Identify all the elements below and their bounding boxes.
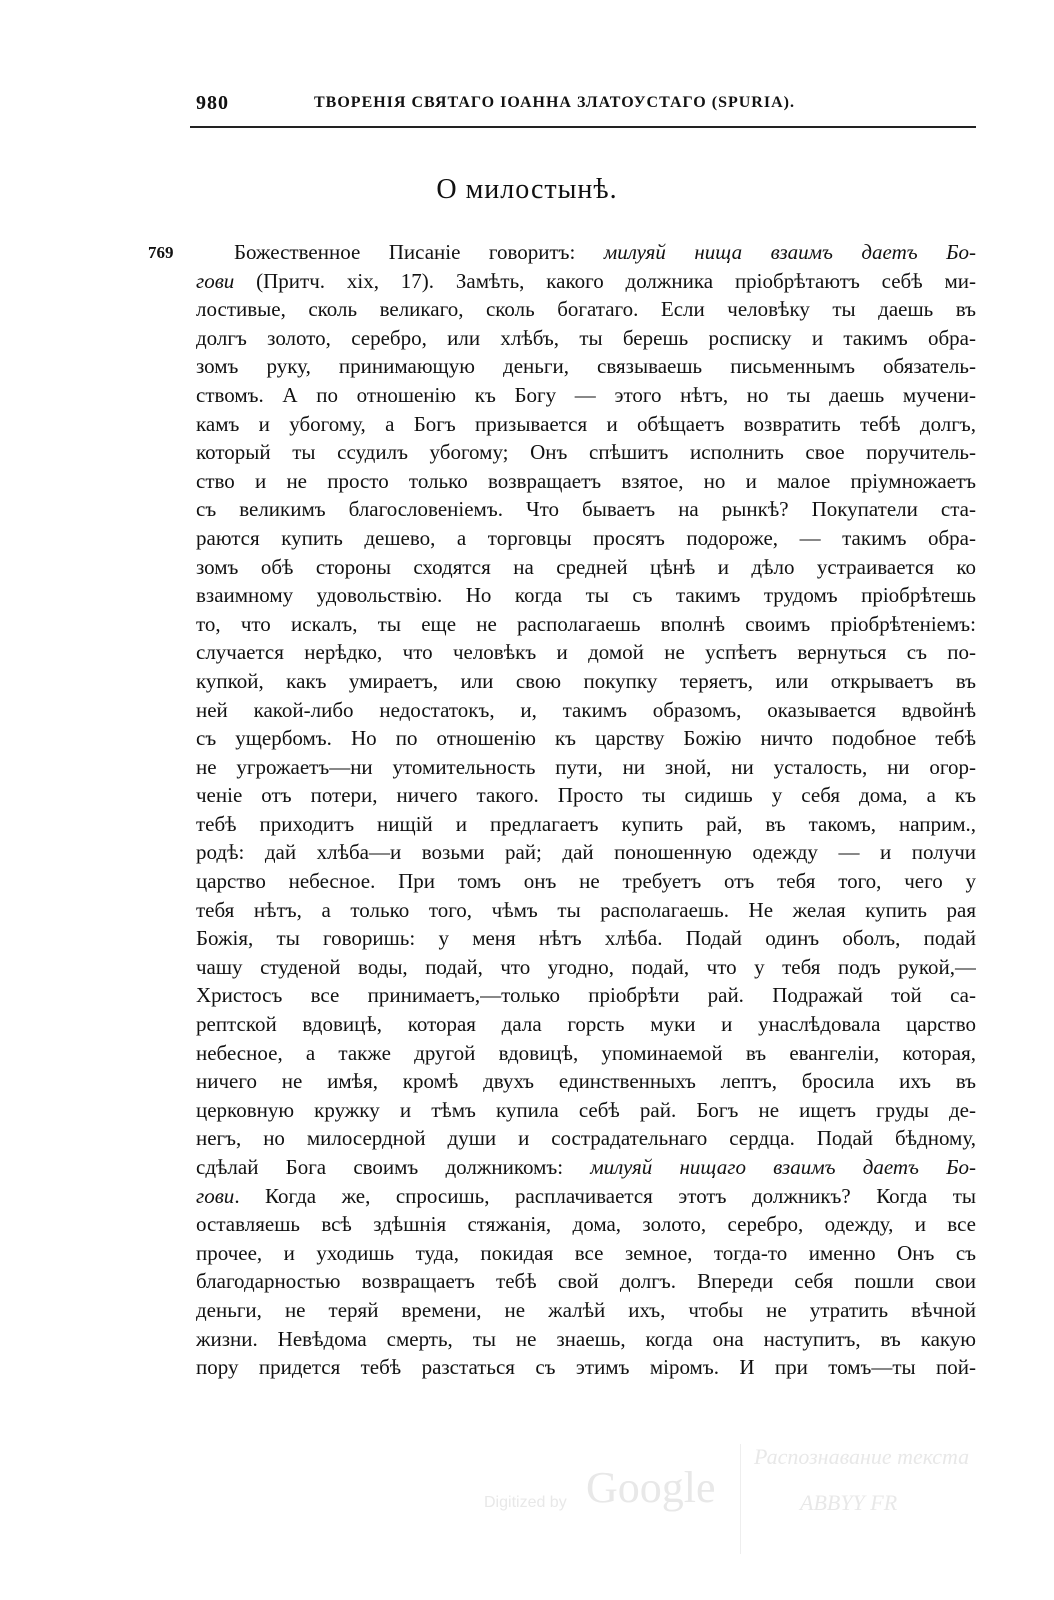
- text-line: тебѣ приходитъ нищій и предлагаетъ купить рай, въ такомъ, наприм.,: [196, 811, 976, 836]
- text-line: ствомъ. А по отношенію къ Богу — этого нѣтъ, но ты даешь мучени-: [196, 382, 976, 407]
- text-line: ченіе отъ потери, ничего такого. Просто ты сидишь у себя дома, а къ: [196, 783, 976, 808]
- text-line: случается нерѣдко, что человѣкъ и домой не успѣетъ вернуться съ по-: [196, 640, 976, 665]
- scripture-quote: милуяй нища взаимъ даетъ Бо-: [603, 240, 976, 264]
- text-line: небесное, а также другой вдовицѣ, упоминаемой въ евангеліи, которая,: [196, 1040, 976, 1065]
- text-line: не угрожаетъ—ни утомительность пути, ни зной, ни усталость, ни огор-: [196, 754, 976, 779]
- watermark-google-logo: Google: [586, 1463, 716, 1512]
- section-title: О милостынѣ.: [436, 174, 618, 205]
- text-line: благодарностью возвращаетъ тебѣ свой долгъ. Впереди себя пошли свои: [196, 1269, 976, 1294]
- watermark-divider: [740, 1444, 741, 1554]
- text-line: оставляешь всѣ здѣшнія стяжанія, дома, золото, серебро, одежду, и все: [196, 1212, 976, 1237]
- text-line: церковную кружку и тѣмъ купила себѣ рай. Богъ не ищетъ груды де-: [196, 1097, 976, 1122]
- scripture-quote: гови: [196, 268, 235, 293]
- text-line: лостивые, сколь великаго, сколь богатаго. Если человѣку ты даешь въ: [196, 297, 976, 322]
- text-line: зомъ обѣ стороны сходятся на средней цѣнѣ и дѣло устраивается ко: [196, 554, 976, 579]
- text-line: негъ, но милосердной души и сострадательнаго сердца. Подай бѣдному,: [196, 1126, 976, 1151]
- text-line: Божія, ты говоришь: у меня нѣтъ хлѣба. Подай одинъ оболъ, подай: [196, 926, 976, 951]
- text-line: прочее, и уходишь туда, покидая все земное, тогда-то именно Онъ съ: [196, 1240, 976, 1265]
- text-line: взаимному удовольствію. Но когда ты съ такимъ трудомъ пріобрѣтешь: [196, 583, 976, 608]
- text-line: деньги, не теряй времени, не жалѣй ихъ, чтобы не утратить вѣчной: [196, 1297, 976, 1322]
- text-line: камъ и убогому, а Богъ призывается и обѣщаетъ возвратить тебѣ долгъ,: [196, 411, 976, 436]
- digitization-watermark: [484, 1444, 1004, 1564]
- text-line: тебя нѣтъ, а только того, чѣмъ ты располагаешь. Не желая купить рая: [196, 897, 976, 922]
- margin-reference: 769: [148, 243, 174, 262]
- text-line: сдѣлай Бога своимъ должникомъ: милуяй нищаго взаимъ даетъ Бо-: [196, 1155, 976, 1179]
- text-line: ничего не имѣя, кромѣ двухъ единственныхъ лептъ, бросила ихъ въ: [196, 1069, 976, 1094]
- running-header: [196, 92, 976, 120]
- text-line: рептской вдовицѣ, которая дала горсть муки и унаслѣдовала царство: [196, 1012, 976, 1037]
- text-line: зомъ руку, принимающую деньги, связываешь письменнымъ обязатель-: [196, 354, 976, 379]
- page-number: 980: [196, 92, 229, 114]
- watermark-recognition: Распознавание текста: [754, 1444, 970, 1469]
- text-line: долгъ золото, серебро, или хлѣбъ, ты берешь росписку и такимъ обра-: [196, 325, 976, 350]
- text-line: пору придется тебѣ разстаться съ этимъ міромъ. И при томъ—ты пой-: [196, 1355, 976, 1380]
- text-line: гови. Когда же, спросишь, расплачивается этотъ должникъ? Когда ты: [196, 1183, 976, 1208]
- text-line: который ты ссудилъ убогому; Онъ спѣшитъ исполнить свое поручитель-: [196, 440, 976, 465]
- scripture-quote: милуяй нищаго взаимъ даетъ Бо-: [590, 1155, 976, 1179]
- text-line: царство небесное. При томъ онъ не требуетъ отъ тебя того, чего у: [196, 869, 976, 894]
- text-line: то, что искалъ, ты еще не располагаешь вполнѣ своимъ пріобрѣтеніемъ:: [196, 611, 976, 636]
- watermark-digitized-by: Digitized by: [484, 1494, 567, 1511]
- text-line: гови (Притч. xix, 17). Замѣть, какого должника пріобрѣтаютъ себѣ ми-: [196, 268, 976, 293]
- text-line: Божественное Писаніе говоритъ: милуяй нища взаимъ даетъ Бо-: [234, 240, 976, 264]
- text-line: чашу студеной воды, подай, что угодно, подай, что у тебя подъ рукой,—: [196, 954, 976, 979]
- text-line: родѣ: дай хлѣба—и возьми рай; дай поношенную одежду — и получи: [196, 840, 976, 865]
- text-line: раются купить дешево, а торговцы просятъ подороже, — такимъ обра-: [196, 525, 976, 550]
- text-line: ней какой-либо недостатокъ, и, такимъ образомъ, оказывается вдвойнѣ: [196, 697, 976, 722]
- text-line: съ великимъ благословеніемъ. Что бываетъ на рынкѣ? Покупатели ста-: [196, 497, 976, 522]
- scripture-quote: гови: [196, 1183, 235, 1208]
- text-line: Христосъ все принимаетъ,—только пріобрѣти рай. Подражай той са-: [196, 983, 976, 1008]
- text-line: съ ущербомъ. Но по отношенію къ царству Божію ничто подобное тебѣ: [196, 726, 976, 751]
- header-rule: [190, 126, 976, 128]
- running-title: ТВОРЕНІЯ СВЯТАГО ІОАННА ЗЛАТОУСТАГО (SPURIA).: [314, 94, 795, 111]
- text-line: ство и не просто только возвращаетъ взятое, но и малое пріумножаетъ: [196, 468, 976, 493]
- text-line: жизни. Невѣдома смерть, ты не знаешь, когда она наступитъ, въ какую: [196, 1326, 976, 1351]
- watermark-abbyy: ABBYY FR: [800, 1490, 898, 1515]
- text-line: купкой, какъ умираетъ, или свою покупку теряетъ, или открываетъ въ: [196, 668, 976, 693]
- body-text: [196, 238, 976, 1382]
